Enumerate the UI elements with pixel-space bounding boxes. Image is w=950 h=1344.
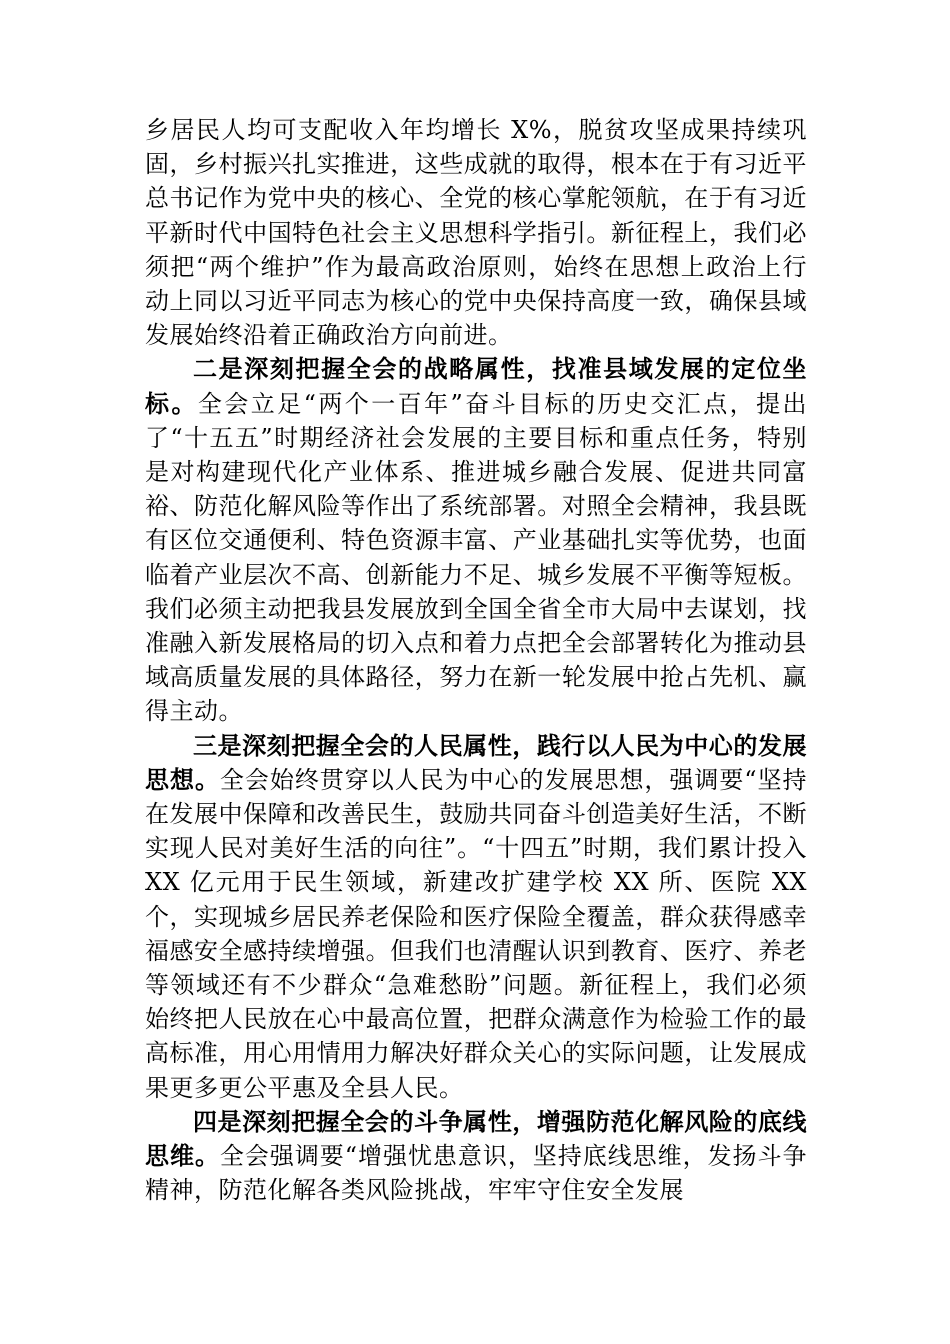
paragraph-heading: 三是深刻把握全会的人民属性，践行以人民为中心的发展思想。: [145, 731, 807, 794]
document-body: [145, 113, 807, 1208]
paragraph-strategic-attribute: [145, 352, 807, 728]
paragraph-continued: [145, 113, 807, 352]
paragraph-text: 全会强调要“增强忧患意识，坚持底线思维，发扬斗争精神，防范化解各类风险挑战，牢牢守住安全发展: [145, 1142, 807, 1205]
paragraph-heading: 二是深刻把握全会的战略属性，找准县域发展的定位坐标。: [145, 355, 807, 418]
paragraph-people-attribute: [145, 729, 807, 1105]
paragraph-text: 乡居民人均可支配收入年均增长 X%，脱贫攻坚成果持续巩固，乡村振兴扎实推进，这些成就的取得，根本在于有习近平总书记作为党中央的核心、全党的核心掌舵领航，在于有习近平新时代中国特色社会主义思想科学指引。新征程上，我们必须把“两个维护”作为最高政治原则，始终在思想上政治上行动上同以习近平同志为核心的党中央保持高度一致，确保县域发展始终沿着正确政治方向前进。: [145, 116, 807, 350]
paragraph-text: 全会立足“两个一百年”奋斗目标的历史交汇点，提出了“十五五”时期经济社会发展的主要目标和重点任务，特别是对构建现代化产业体系、推进城乡融合发展、促进共同富裕、防范化解风险等作出了系统部署。对照全会精神，我县既有区位交通便利、特色资源丰富、产业基础扎实等优势，也面临着产业层次不高、创新能力不足、城乡发展不平衡等短板。我们必须主动把我县发展放到全国全省全市大局中去谋划，找准融入新发展格局的切入点和着力点把全会部署转化为推动县域高质量发展的具体路径，努力在新一轮发展中抢占先机、赢得主动。: [145, 389, 808, 726]
paragraph-struggle-attribute: [145, 1105, 807, 1208]
paragraph-text: 全会始终贯穿以人民为中心的发展思想，强调要“坚持在发展中保障和改善民生，鼓励共同奋斗创造美好生活，不断实现人民对美好生活的向往”。“十四五”时期，我们累计投入 XX 亿元用于民生领域，新建改扩建学校 XX 所、医院 XX 个，实现城乡居民养老保险和医疗保险全覆盖，群众获得感幸福感安全感持续增强。但我们也清醒认识到教育、医疗、养老等领域还有不少群众“急难愁盼”问题。新征程上，我们必须始终把人民放在心中最高位置，把群众满意作为检验工作的最高标准，用心用情用力解决好群众关心的实际问题，让发展成果更多更公平惠及全县人民。: [145, 765, 807, 1102]
paragraph-heading: 四是深刻把握全会的斗争属性，增强防范化解风险的底线思维。: [145, 1107, 807, 1171]
